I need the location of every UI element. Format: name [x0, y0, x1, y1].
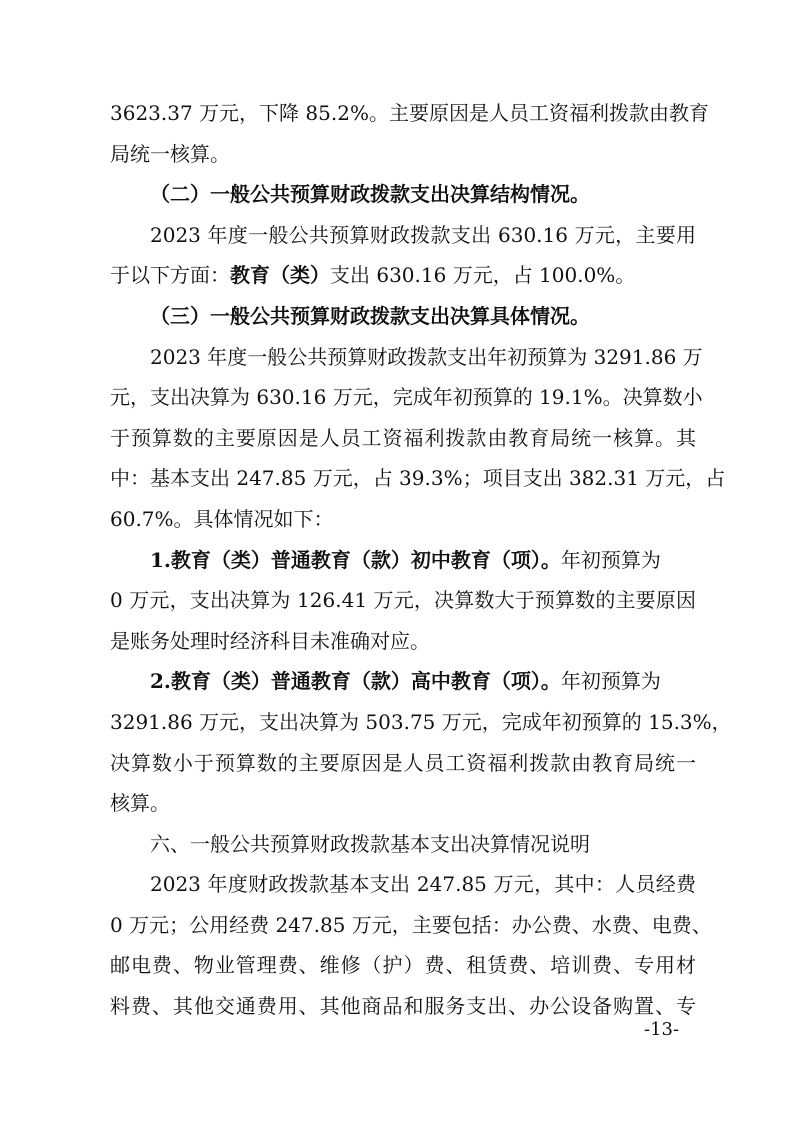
- paragraph-text: 年初预算为: [560, 669, 661, 694]
- section-heading: （二）一般公共预算财政拨款支出决算结构情况。: [150, 182, 590, 207]
- section-heading: （三）一般公共预算财政拨款支出决算具体情况。: [150, 303, 590, 328]
- item-heading-line: [110, 540, 696, 581]
- paragraph-line: 0 万元；公用经费 247.85 万元，主要包括：办公费、水费、电费、: [110, 912, 712, 937]
- chapter-heading: 六、一般公共预算财政拨款基本支出决算情况说明: [150, 831, 590, 856]
- paragraph-line: 局统一核算。: [110, 141, 230, 166]
- item-heading-line: [110, 661, 696, 702]
- paragraph-line: 3291.86 万元，支出决算为 503.75 万元，完成年初预算的 15.3%，: [110, 709, 732, 734]
- paragraph-line: 决算数小于预算数的主要原因是人员工资福利拨款由教育局统一: [110, 750, 696, 775]
- document-body: [110, 93, 732, 1027]
- paragraph-line: 料费、其他交通费用、其他商品和服务支出、办公设备购置、专: [110, 994, 696, 1019]
- paragraph-line: 是账务处理时经济科目未准确对应。: [110, 628, 430, 653]
- paragraph-text: 年初预算为: [560, 547, 661, 572]
- paragraph-line: 中：基本支出 247.85 万元，占 39.3%；项目支出 382.31 万元，占: [110, 466, 726, 491]
- paragraph-line: 于预算数的主要原因是人员工资福利拨款由教育局统一核算。其: [110, 425, 696, 450]
- paragraph-line: 2023 年度财政拨款基本支出 247.85 万元，其中：人员经费: [150, 872, 696, 897]
- paragraph-line: 2023 年度一般公共预算财政拨款支出年初预算为 3291.86 万: [150, 344, 703, 369]
- paragraph-text: 支出 630.16 万元，占 100.0%。: [330, 263, 636, 288]
- item-heading: 1.教育（类）普通教育（款）初中教育（项）。: [150, 547, 561, 572]
- paragraph-line: 2023 年度一般公共预算财政拨款支出 630.16 万元，主要用: [150, 222, 696, 247]
- page-number: -13-: [644, 1019, 680, 1040]
- paragraph-text: 于以下方面：: [110, 263, 230, 288]
- bold-term: 教育（类）: [230, 263, 330, 288]
- paragraph-line: [110, 255, 696, 296]
- paragraph-line: 0 万元，支出决算为 126.41 万元，决算数大于预算数的主要原因: [110, 588, 696, 613]
- paragraph-line: 元，支出决算为 630.16 万元，完成年初预算的 19.1%。决算数小: [110, 385, 703, 410]
- item-heading: 2.教育（类）普通教育（款）高中教育（项）。: [150, 669, 561, 694]
- paragraph-line: 邮电费、物业管理费、维修（护）费、租赁费、培训费、专用材: [110, 953, 696, 978]
- paragraph-line: 3623.37 万元，下降 85.2%。主要原因是人员工资福利拨款由教育: [110, 101, 709, 125]
- paragraph-line: 核算。: [110, 791, 170, 816]
- paragraph-line: 60.7%。具体情况如下：: [110, 506, 334, 531]
